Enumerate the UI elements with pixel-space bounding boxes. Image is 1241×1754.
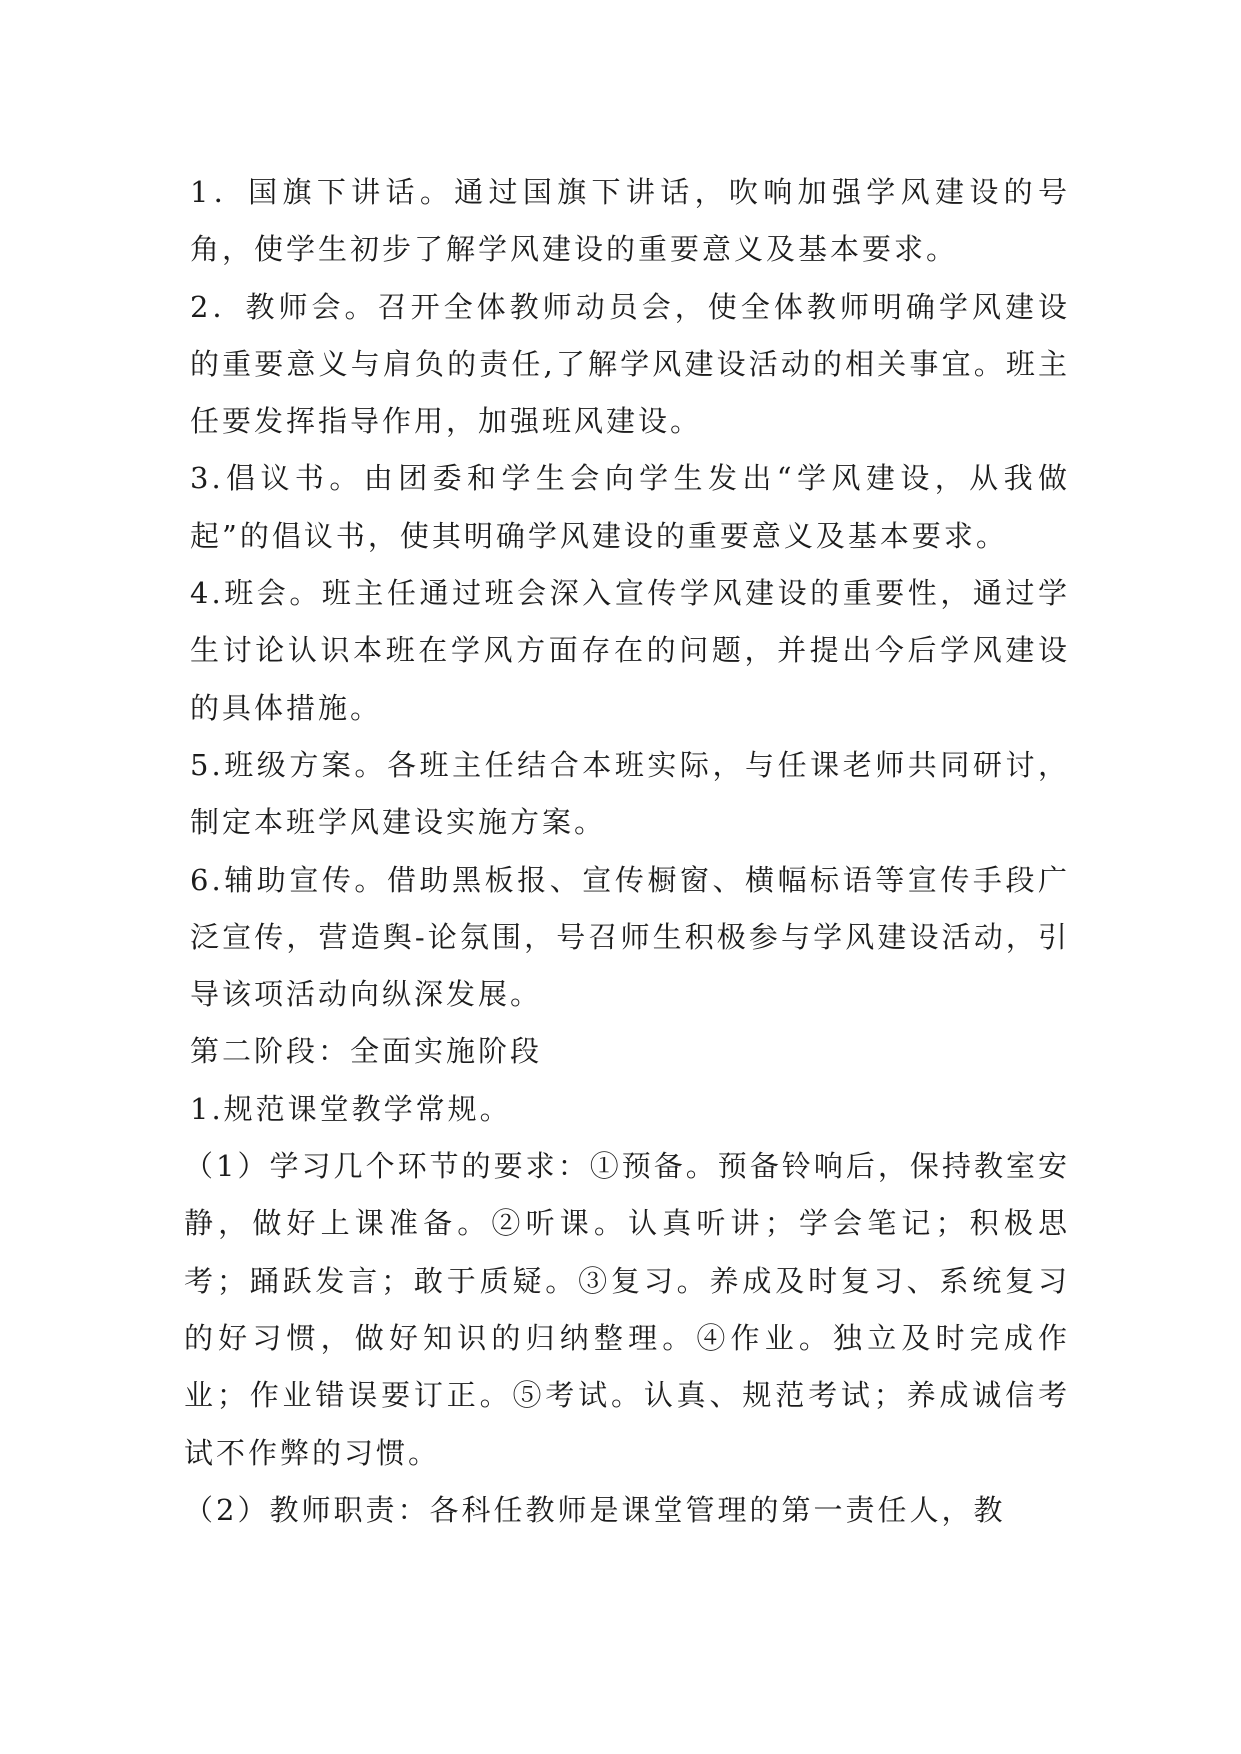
document-body [184, 164, 1070, 1539]
section-heading-phase-two: 第二阶段：全面实施阶段 [190, 1034, 543, 1069]
paragraph-proposal: 3.倡议书。由团委和学生会向学生发出“学风建设，从我做起”的倡议书，使其明确学风建设的重要意义及基本要求。 [190, 461, 1070, 553]
paragraph-learning-requirements: （1）学习几个环节的要求：①预备。预备铃响后，保持教室安静，做好上课准备。②听课。认真听讲；学会笔记；积极思考；踊跃发言；敢于质疑。③复习。养成及时复习、系统复习的好习惯，做好知识的归纳整理。④作业。独立及时完成作业；作业错误要订正。⑤考试。认真、规范考试；养成诚信考试不作弊的习惯。 [184, 1149, 1070, 1470]
paragraph-class-plan: 5.班级方案。各班主任结合本班实际，与任课老师共同研讨，制定本班学风建设实施方案。 [190, 747, 1070, 840]
paragraph-teacher-duties: （2）教师职责：各科任教师是课堂管理的第一责任人，教 [184, 1492, 1006, 1527]
paragraph-class-meeting: 4.班会。班主任通过班会深入宣传学风建设的重要性，通过学生讨论认识本班在学风方面存在的问题，并提出今后学风建设的具体措施。 [190, 576, 1070, 725]
paragraph-classroom-norms: 1.规范课堂教学常规。 [190, 1091, 512, 1126]
paragraph-publicity: 6.辅助宣传。借助黑板报、宣传橱窗、横幅标语等宣传手段广泛宣传，营造舆-论氛围，号召师生积极参与学风建设活动，引导该项活动向纵深发展。 [190, 862, 1070, 1012]
paragraph-teacher-meeting: 2．教师会。召开全体教师动员会，使全体教师明确学风建设的重要意义与肩负的责任,了解学风建设活动的相关事宜。班主任要发挥指导作用，加强班风建设。 [190, 289, 1070, 439]
paragraph-flag-speech: 1．国旗下讲话。通过国旗下讲话，吹响加强学风建设的号角，使学生初步了解学风建设的重要意义及基本要求。 [190, 175, 1070, 267]
